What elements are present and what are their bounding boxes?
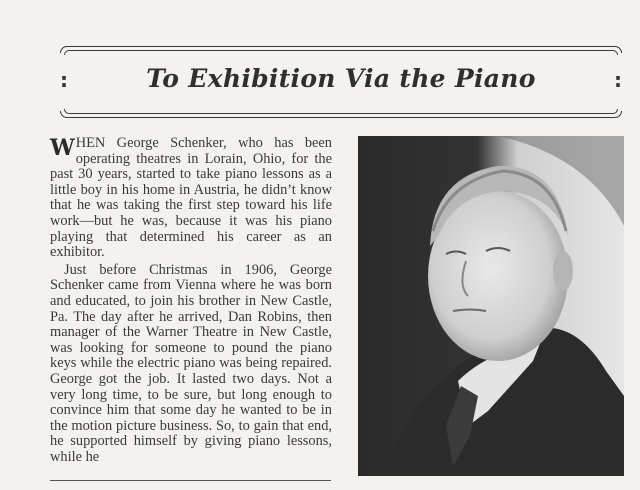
article-paragraph <box>50 136 332 261</box>
title-banner <box>60 46 622 118</box>
portrait-image-icon <box>358 136 624 476</box>
article-paragraph: Just before Christmas in 1906, George Schenker came from Vienna where he was born and educated, to join his brother in New Castle, Pa. The day after he arrived, Dan Robins, then manager of the Warner Theatre in New Castle, was looking for someone to pound the piano keys while the electric piano was being repaired. George got the job. It lasted two days. Not a very long time, to be sure, but long enough to convince him that some day he wanted to be in the motion picture business. So, to gain that end, he supported himself by giving piano lessons, while he <box>50 261 332 465</box>
banner-bottom-rule <box>60 111 622 118</box>
article-title: To Exhibition Via the Piano <box>146 64 536 93</box>
banner-top-rule <box>60 46 622 53</box>
right-ornament: : <box>614 68 622 92</box>
article-body <box>50 136 332 465</box>
paragraph-text: HEN George Schenker, who has been operating theatres in Lorain, Ohio, for the past 30 years, started to take piano lessons as a little boy in his home in Austria, he didn’t know that he was taking the first step toward his life work—but he was, because it was his piano playing that determined his career as an exhibitor. <box>50 135 332 261</box>
left-ornament: : <box>60 68 68 92</box>
column-bottom-rule <box>50 480 331 481</box>
drop-cap: W <box>50 135 75 161</box>
portrait-photo <box>358 136 624 476</box>
